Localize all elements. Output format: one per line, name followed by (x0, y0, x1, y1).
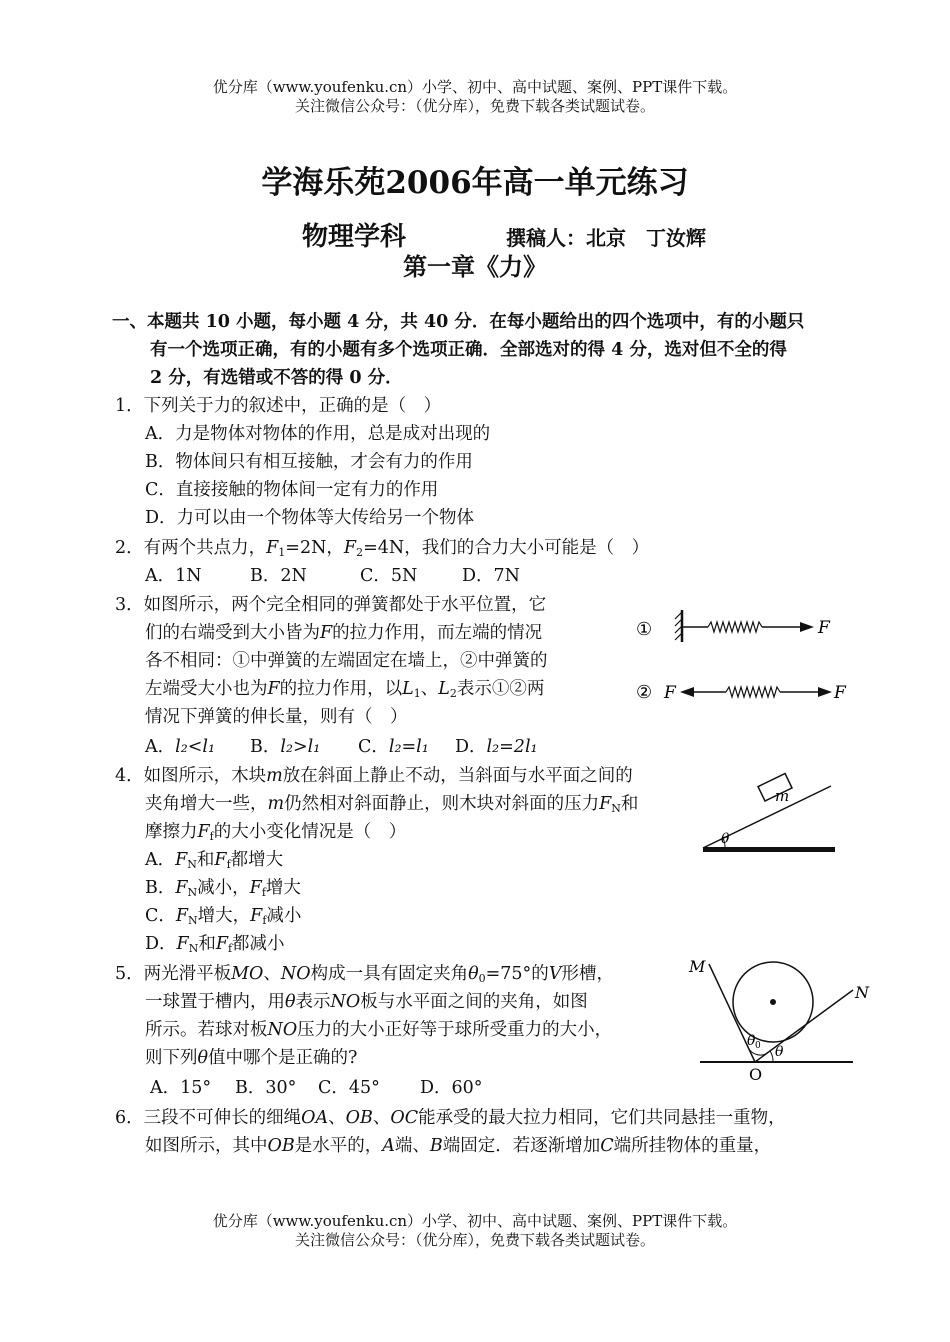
q3-option-c (358, 733, 429, 761)
q6-line1-b: 能承受的最大拉力相同，它们共同悬挂一重物， (418, 1108, 786, 1128)
q4-c-label: C． (145, 906, 176, 926)
q5-line1-c: =75°的 (485, 964, 549, 984)
q5-theta0: θ (468, 964, 479, 984)
header-line-1: 优分库（www.youfenku.cn）小学、初中、高中试题、案例、PPT课件下载。 (212, 78, 738, 96)
q5-fig-o: O (749, 1065, 763, 1084)
q2-f1: F (266, 538, 279, 558)
q4-line3-b: 的大小变化情况是（ ） (213, 822, 407, 842)
q4-line2-b: 仍然相对斜面静止，则木块对斜面的压力 (284, 794, 600, 814)
q4-ff-sub: f (209, 830, 214, 843)
q4-line2-a: 夹角增大一些， (145, 794, 268, 814)
q6-line2-c: 端、 (394, 1136, 430, 1156)
q4-d-end: 都减小 (232, 934, 285, 954)
q4-ground-hatch (703, 848, 835, 852)
q5-line1-b: 构成一具有固定夹角 (310, 964, 469, 984)
q4-ff: F (197, 822, 210, 842)
q6-c: C (600, 1136, 614, 1156)
q3-arrow2-right-head (818, 687, 832, 697)
q2-f2-value: =4N，我们的合力大小可能是（ ） (363, 538, 650, 558)
q5-vgroove-figure (685, 952, 869, 1087)
q4-a-fn: F (175, 850, 188, 870)
q6-line2-ob: OB (267, 1136, 295, 1156)
q4-d-mid: 和 (198, 934, 216, 954)
q4-c-fn: F (175, 906, 189, 926)
q6-oa: OA (301, 1108, 329, 1128)
q3-spring-1 (708, 622, 762, 632)
q5-sep: 、 (263, 964, 281, 984)
q3-line4-c: 表示①②两 (456, 679, 545, 699)
q6-line2-a: 如图所示，其中 (145, 1136, 268, 1156)
q5-fig-theta0-sub: 0 (755, 1041, 761, 1051)
q3-d-label: D． (455, 737, 487, 757)
q4-line1-b: 放在斜面上静止不动，当斜面与水平面之间的 (282, 766, 633, 786)
q6-sep-1: 、 (328, 1108, 346, 1128)
q3-line4-var: F (267, 679, 280, 699)
q4-line2-c: 和 (620, 794, 639, 814)
q3-spring-figure (630, 600, 850, 710)
q6-line2-e: 端所挂物体的重量， (613, 1136, 772, 1156)
header-line-2: 关注微信公众号：（优分库），免费下载各类试题试卷。 (294, 97, 655, 115)
doc-subject: 物理学科 (302, 222, 407, 252)
q5-line1-d: 形槽， (561, 964, 614, 984)
q6-ob: OB (345, 1108, 373, 1128)
q5-fig-n: N (855, 983, 869, 1002)
q3-line4-a: 左端受大小也为 (145, 679, 268, 699)
q3-line2-b: 的拉力作用，而左端的情况 (332, 623, 543, 643)
q3-b-expr: l₂>l₁ (280, 737, 321, 757)
q3-line-1: 3．如图所示，两个完全相同的弹簧都处于水平位置，它 (115, 595, 547, 615)
q5-line4-b: 值中哪个是正确的? (208, 1048, 358, 1068)
q6-line-2 (145, 1132, 771, 1160)
q3-fig-label-2: ② (636, 682, 653, 703)
q4-d-label: D． (145, 934, 177, 954)
q3-a-label: A． (145, 737, 176, 757)
q4-d-fn: F (176, 934, 189, 954)
q5-line2-c: 板与水平面之间的夹角，如图 (360, 992, 588, 1012)
q6-line1-a: 6．三段不可伸长的细绳 (115, 1108, 302, 1128)
q3-line-2 (145, 619, 542, 647)
q2-f1-value: =2N， (285, 538, 344, 558)
q2-option-a: A．1N (145, 566, 202, 586)
q5-ball-center (770, 999, 776, 1005)
q3-spring-2 (726, 687, 780, 697)
q4-a-ff: F (214, 850, 227, 870)
q6-sep-2: 、 (372, 1108, 391, 1128)
q4-line2-var: m (267, 794, 285, 814)
q5-option-d: D．60° (420, 1078, 483, 1098)
q3-c-expr: l₂=l₁ (388, 737, 429, 757)
q3-fig-force-2a: F (664, 683, 676, 703)
q5-line3-b: 压力的大小正好等于球所受重力的大小， (297, 1020, 613, 1040)
q4-d-ff: F (215, 934, 228, 954)
q3-l2-sub: 2 (449, 687, 457, 700)
q5-fig-theta: θ (775, 1044, 784, 1060)
q5-line2-no: NO (330, 992, 361, 1012)
q4-a-end: 都增大 (230, 850, 284, 870)
q3-arrow1-head (800, 622, 814, 632)
q4-b-mid: 减小， (197, 878, 250, 898)
q3-fig-force-2b: F (834, 683, 846, 703)
q1-option-a: A．力是物体对物体的作用，总是成对出现的 (145, 424, 491, 444)
q4-d-fn-sub: N (188, 942, 199, 955)
q4-a-ff-sub: f (226, 858, 231, 871)
q4-line1-a: 4．如图所示，木块 (115, 766, 267, 786)
q3-l2: L (438, 679, 450, 699)
q3-line4-b: 的拉力作用，以 (279, 679, 403, 699)
q4-incline-figure (695, 778, 845, 860)
q5-option-a: A．15° (150, 1078, 212, 1098)
q3-option-a (145, 733, 215, 761)
q6-line-1 (115, 1104, 786, 1132)
q2-option-d: D．7N (462, 566, 520, 586)
q4-line-1 (115, 762, 633, 790)
q4-a-label: A． (145, 850, 176, 870)
q4-c-end: 减小 (266, 906, 302, 926)
q2-option-b: B．2N (250, 566, 307, 586)
q5-mo: MO (231, 964, 264, 984)
q6-oc: OC (390, 1108, 419, 1128)
q1-option-d: D．力可以由一个物体等大传给另一个物体 (145, 508, 475, 528)
q3-a-expr: l₂<l₁ (175, 737, 216, 757)
q4-line1-var: m (266, 766, 283, 786)
q6-line2-b: 是水平的， (294, 1136, 383, 1156)
q5-no: NO (280, 964, 311, 984)
q4-c-ff: F (250, 906, 263, 926)
q5-theta-arc (770, 1051, 773, 1062)
q5-plate-no (755, 990, 853, 1062)
doc-author: 撰稿人：北京 丁汝辉 (506, 226, 706, 250)
q3-option-d (455, 733, 538, 761)
q3-l1: L (402, 679, 414, 699)
q4-fn-sub: N (611, 802, 621, 815)
q5-fig-m: M (689, 957, 706, 976)
q5-line4-a: 则下列 (145, 1048, 198, 1068)
q1-option-b: B．物体间只有相互接触，才会有力的作用 (145, 452, 473, 472)
q1-option-c: C．直接接触的物体间一定有力的作用 (145, 480, 439, 500)
q3-line-3: 各不相同：①中弹簧的左端固定在墙上，②中弹簧的 (145, 651, 548, 671)
q2-option-c: C．5N (360, 566, 418, 586)
q4-fig-m: m (775, 787, 790, 805)
doc-title: 学海乐苑2006年高一单元练习 (261, 165, 689, 201)
q1-stem: 1．下列关于力的叙述中，正确的是（ ） (115, 396, 442, 416)
q5-line1-a: 5．两光滑平板 (115, 964, 232, 984)
page-header (0, 78, 950, 116)
section1-line-3: 2 分，有选错或不答的得 0 分． (150, 368, 403, 388)
q5-line-2 (145, 988, 588, 1016)
q5-theta0-sub: 0 (478, 972, 486, 985)
q5-line2-b: 表示 (295, 992, 331, 1012)
q2-f2: F (343, 538, 357, 558)
q6-line2-d: 端固定．若逐渐增加 (442, 1136, 601, 1156)
q4-b-end: 增大 (265, 878, 301, 898)
q3-fig-label-1: ① (636, 619, 653, 640)
q5-line4-theta: θ (197, 1048, 209, 1068)
q5-line-3 (145, 1016, 612, 1044)
page-footer (0, 1212, 950, 1250)
section1-line-1: 一、本题共 10 小题，每小题 4 分，共 40 分．在每小题给出的四个选项中，有的小题只 (112, 312, 805, 332)
q4-a-mid: 和 (196, 850, 215, 870)
q4-fn: F (599, 794, 612, 814)
q4-b-fn-sub: N (187, 886, 198, 899)
q4-b-ff: F (249, 878, 262, 898)
footer-line-1: 优分库（www.youfenku.cn）小学、初中、高中试题、案例、PPT课件下载。 (212, 1212, 738, 1230)
q5-line2-a: 一球置于槽内，用 (145, 992, 285, 1012)
q4-fig-theta: θ (721, 831, 730, 847)
q3-l1-sub: 1 (413, 687, 421, 700)
q5-line-4 (145, 1044, 357, 1072)
q6-a: A (382, 1136, 395, 1156)
q4-b-ff-sub: f (261, 886, 266, 899)
q5-option-b: B．30° (235, 1078, 297, 1098)
q6-b: B (429, 1136, 443, 1156)
q4-b-fn: F (175, 878, 188, 898)
q3-line2-a: 们的右端受到大小皆为 (145, 623, 320, 643)
q3-line-5: 情况下弹簧的伸长量，则有（ ） (145, 707, 408, 727)
q3-d-expr: l₂=2l₁ (486, 737, 538, 757)
q5-line3-a: 所示。若球对板 (145, 1020, 268, 1040)
q3-sep: 、 (420, 679, 439, 699)
q3-c-label: C． (358, 737, 389, 757)
q5-line3-no: NO (267, 1020, 298, 1040)
q4-a-fn-sub: N (187, 858, 197, 871)
footer-line-2: 关注微信公众号：（优分库），免费下载各类试题试卷。 (294, 1231, 655, 1249)
q4-c-mid: 增大， (197, 906, 251, 926)
doc-chapter: 第一章《力》 (403, 252, 547, 281)
q2-stem-text: 2．有两个共点力， (115, 538, 267, 558)
q2-f2-sub: 2 (356, 546, 364, 559)
q5-v: V (548, 964, 562, 984)
q4-line3-a: 摩擦力 (145, 822, 198, 842)
q2-f1-sub: 1 (278, 546, 286, 559)
q4-option-d (145, 930, 285, 963)
q5-theta: θ (285, 992, 296, 1012)
q5-fig-theta0: θ (747, 1033, 756, 1049)
q5-option-c: C．45° (318, 1078, 380, 1098)
q4-d-ff-sub: f (227, 942, 233, 955)
q3-option-b (250, 733, 320, 761)
q3-fig-force-1: F (818, 618, 830, 638)
q3-line2-var: F (320, 623, 333, 643)
section1-line-2: 有一个选项正确，有的小题有多个选项正确．全部选对的得 4 分，选对但不全的得 (150, 340, 787, 360)
q4-c-fn-sub: N (188, 914, 198, 927)
q4-c-ff-sub: f (262, 914, 267, 927)
q4-b-label: B． (145, 878, 176, 898)
q3-b-label: B． (250, 737, 281, 757)
